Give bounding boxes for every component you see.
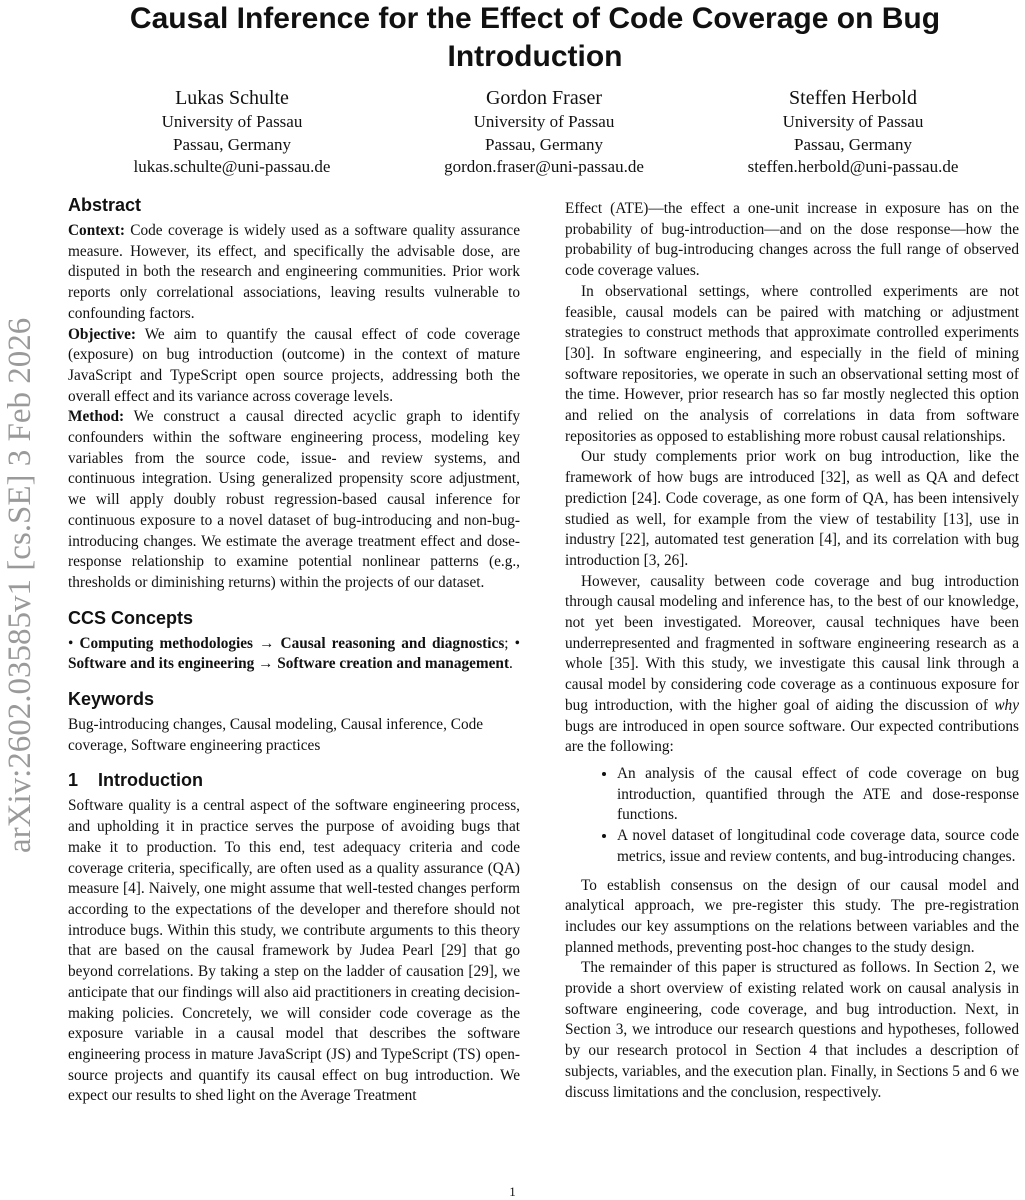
author-email: gordon.fraser@uni-passau.de [444,157,644,176]
author-affiliation: University of Passau [161,112,303,131]
author-affiliation: University of Passau [782,112,924,131]
author-location: Passau, Germany [484,134,604,154]
page-number: 1 [509,1184,516,1199]
ccs-bullet: • [68,634,74,652]
arxiv-watermark [2,260,38,910]
abstract-context [68,221,520,325]
list-item: • A novel dataset of longitudinal code coverage data, source code metrics, issue and review contents, and bug-introducing changes. [617,826,1019,867]
author-name: Steffen Herbold [789,87,917,109]
ccs-separator: ; [504,634,515,652]
author-3 [693,85,1013,179]
author-email: lukas.schulte@uni-passau.de [133,157,331,176]
contributions-list [565,764,1019,868]
ccs-concept-2: Software and its engineering → Software creation and management [68,655,510,673]
author-email: steffen.herbold@uni-passau.de [747,157,959,176]
author-affiliation: University of Passau [473,112,615,131]
author-name: Lukas Schulte [175,87,289,109]
abstract-method [68,407,520,593]
ccs-concept-1: Computing methodologies → Causal reasoning and diagnostics [79,634,505,652]
paper-title: Causal Inference for the Effect of Code Coverage on Bug Introduction [129,2,941,73]
context-label: Context: [68,222,125,239]
author-location: Passau, Germany [793,134,913,154]
ccs-concepts [68,634,520,675]
intro-paragraph-4 [565,572,1019,758]
author-location: Passau, Germany [172,134,292,154]
ccs-end: . [509,655,513,673]
abstract-heading: Abstract [68,195,142,215]
left-column [68,193,520,1107]
ccs-heading: CCS Concepts [68,607,194,628]
intro-paragraph-2: In observational settings, where controlled experiments are not feasible, causal models can be paired with matching or adjustment strategies to construct methods that approximate controlled experiments [30]. In software engineering, and especially in the field of mining software repositories, we operate in such an observational setting most of the time. However, prior research has so far mostly neglected this option and relied on the analysis of correlations in data from software repositories as opposed to establishing more robust causal relationships. [565,282,1019,445]
context-text: Code coverage is widely used as a software quality assurance measure. However, its effect, and specifically the advisable dose, are disputed in both the research and engineering communities. Prior work reports only correlational associations, leaving results vulnerable to confounding factors. [68,222,520,322]
intro-paragraph-1: Software quality is a central aspect of the software engineering process, and upholding it in practice serves the purpose of avoiding bugs that make it to production. To this end, test adequacy criteria and code coverage criteria, specifically, are often used as a quality assurance (QA) measure [4]. Naively, one might assume that well-tested changes perform according to the expectations of the developer and therefore should not introduce bugs. Within this study, we contribute arguments to this theory that are based on the causal framework by Judea Pearl [29] that go beyond correlations. By taking a step on the ladder of causation [29], we anticipate that our findings will also aid practitioners in creating decision-making policies. Concretely, we will consider code coverage as the exposure variable in a causal model that describes the software engineering process in mature JavaScript (JS) and TypeScript (TS) open-source projects and quantify its causal effect on bug introduction. We expect our results to shed light on the Average Treatment [68,797,520,1105]
author-block [0,85,1025,180]
right-column [565,199,1019,1103]
keywords-text: Bug-introducing changes, Causal modeling, Causal inference, Code coverage, Software engineering practices [68,716,484,754]
list-item: • An analysis of the causal effect of code coverage on bug introduction, quantified through the ATE and dose-response functions. [617,764,1019,826]
intro-paragraph-5: To establish consensus on the design of our causal model and analytical approach, we pre-register this study. The pre-registration includes our key assumptions on the relations between variables and the planned methods, preventing post-hoc changes to the study design. [565,876,1019,956]
p4-text-a: However, causality between code coverage and bug introduction through causal modeling and inference has, to the best of our knowledge, not yet been investigated. Moreover, causal techniques have been underrepresented and fragmented in software engineering research as a whole [35]. With this study, we investigate this causal link through a causal model by considering code coverage as a continuous exposure for bug introduction, with the higher goal of aiding the discussion of [565,572,1019,714]
intro-paragraph-1-continued: Effect (ATE)—the effect a one-unit increase in exposure has on the probability of bug-introduction—and on the dose response—how the probability of bug-introducing changes across the full range of observed code coverage values. [565,200,1019,280]
p4-emphasis: why [994,696,1019,714]
arxiv-id: arXiv:2602.03585v1 [cs.SE] 3 Feb 2026 [2,317,38,853]
intro-paragraph-6: The remainder of this paper is structured as follows. In Section 2, we provide a short overview of existing related work on causal analysis in software engineering, code coverage, and bug introduction. Next, in Section 3, we introduce our research questions and hypotheses, followed by our research protocol in Section 4 that includes a description of subjects, variables, and the execution plan. Finally, in Sections 5 and 6 we discuss limitations and the conclusion, respectively. [565,959,1019,1101]
intro-paragraph-3: Our study complements prior work on bug introduction, like the framework of how bugs are introduced [32], as well as QA and defect prediction [24]. Code coverage, as one form of QA, has been intensively studied as well, for example from the view of testability [13], use in industry [22], automated test generation [4], and its correlation with bug introduction [3, 26]. [565,448,1019,569]
author-name: Gordon Fraser [485,87,603,109]
keywords-heading: Keywords [68,689,155,710]
objective-label: Objective: [68,325,136,343]
author-1 [72,85,392,179]
ccs-bullet: • [514,634,520,652]
objective-text: We aim to quantify the causal effect of code coverage (exposure) on bug introduction (outcome) in the context of mature JavaScript and TypeScript open source projects, addressing both the overall effect and its variance across coverage levels. [68,325,520,405]
method-text: We construct a causal directed acyclic graph to identify confounders within the software engineering process, modeling key variables from the source code, issue- and review systems, and continuous integration. Using generalized propensity score adjustment, we will apply doubly robust regression-based causal inference for continuous exposure to a novel dataset of bug-introducing and non-bug-introducing changes. We estimate the average treatment effect and dose-response relationship to examine potential nonlinear patterns (e.g., thresholds or diminishing returns) within the projects of our dataset. [68,408,520,591]
p4-text-b: bugs are introduced in open source software. Our expected contributions are the following: [565,717,1019,756]
method-label: Method: [68,408,125,426]
author-2 [384,85,704,179]
abstract-objective [68,325,520,408]
intro-heading: 1 Introduction [68,770,203,791]
